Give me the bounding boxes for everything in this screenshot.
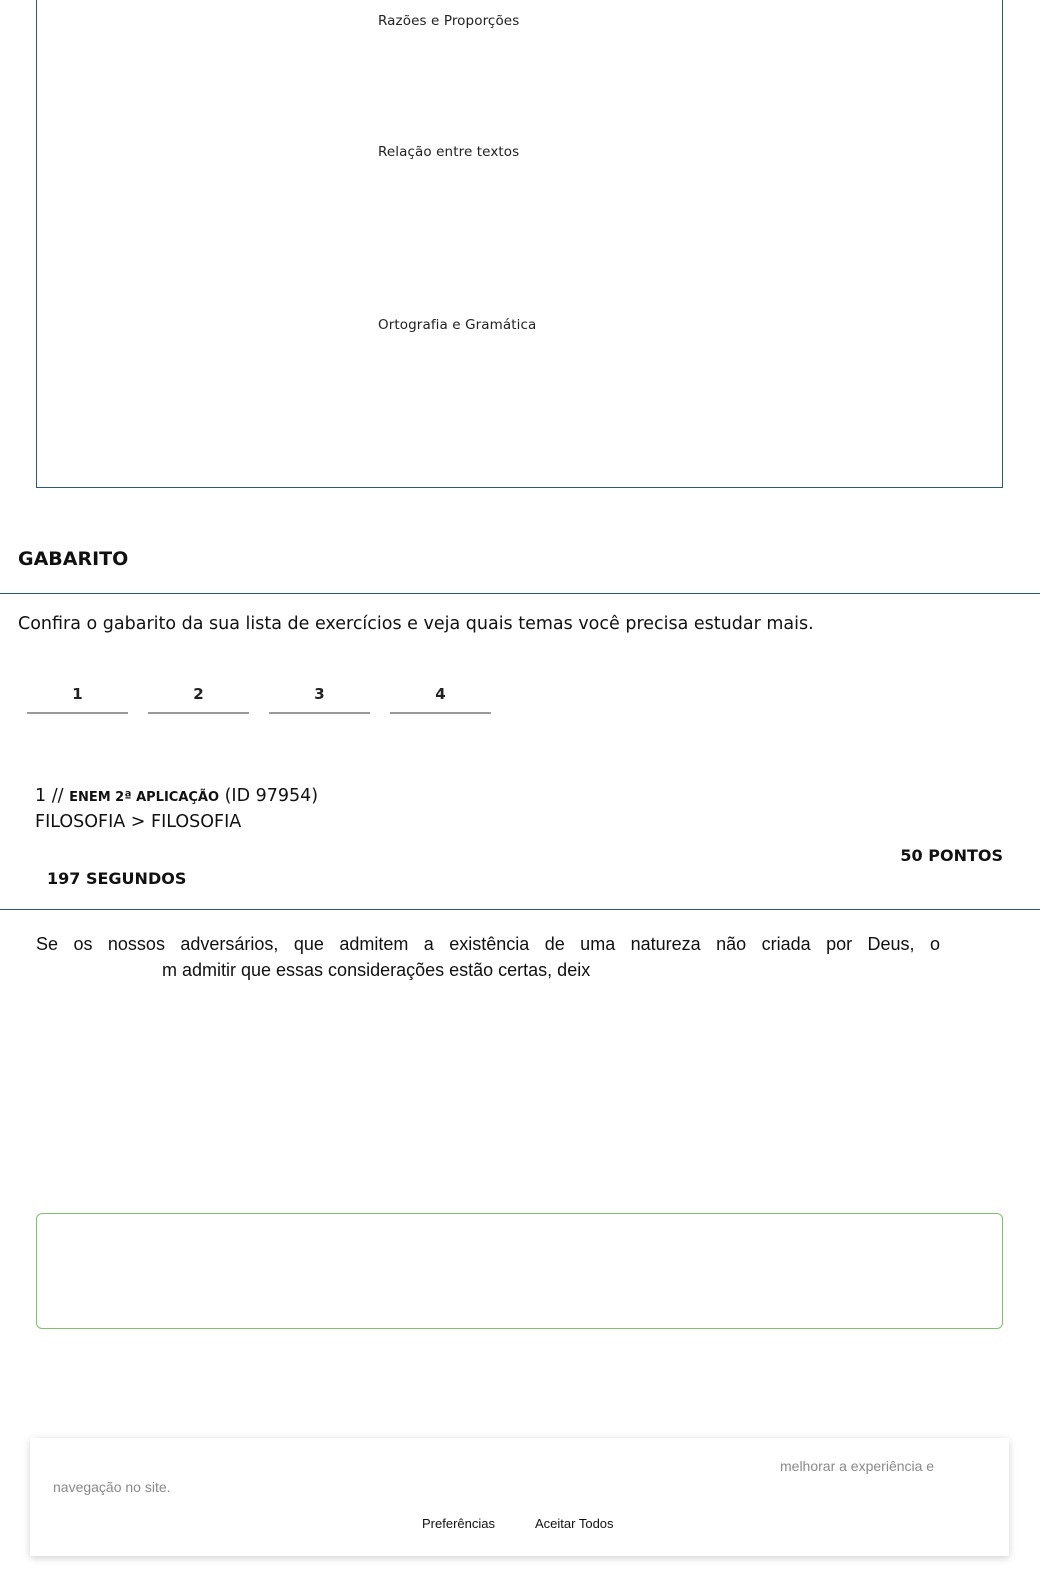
- tab-question-4[interactable]: 4: [390, 682, 491, 714]
- tab-question-3[interactable]: 3: [269, 682, 370, 714]
- gabarito-title: GABARITO: [18, 548, 129, 570]
- preferences-button[interactable]: Preferências: [422, 1516, 495, 1531]
- answer-box: [36, 1213, 1003, 1329]
- topic-label: Razões e Proporções: [378, 13, 520, 29]
- question-seconds: 197 SEGUNDOS: [47, 869, 187, 888]
- question-header: [35, 784, 318, 834]
- divider: [0, 909, 1040, 910]
- cookie-text: navegação no site.: [53, 1479, 171, 1495]
- tab-question-1[interactable]: 1: [27, 682, 128, 714]
- cookie-banner: [30, 1438, 1009, 1556]
- topic-label: Ortografia e Gramática: [378, 317, 537, 333]
- topics-panel: [36, 0, 1003, 488]
- question-source: ENEM 2ª APLICAÇÃO: [69, 790, 220, 805]
- question-points: 50 PONTOS: [900, 846, 1003, 865]
- question-text: [36, 931, 940, 983]
- accept-all-button[interactable]: Aceitar Todos: [535, 1516, 614, 1531]
- topic-label: Relação entre textos: [378, 144, 520, 160]
- gabarito-intro: Confira o gabarito da sua lista de exercícios e veja quais temas você precisa estudar mais.: [18, 614, 814, 634]
- question-subject: FILOSOFIA > FILOSOFIA: [35, 812, 242, 832]
- cookie-text: melhorar a experiência e: [780, 1458, 935, 1474]
- question-number: 1 //: [35, 786, 70, 806]
- question-text-line: Se os nossos adversários, que admitem a existência de uma natureza não criada por Deus, o: [36, 934, 940, 954]
- tab-question-2[interactable]: 2: [148, 682, 249, 714]
- question-source-line: [35, 784, 318, 810]
- question-id: (ID 97954): [219, 786, 319, 806]
- question-tabs: [27, 682, 491, 714]
- divider: [0, 593, 1040, 594]
- question-text-line: m admitir que essas considerações estão certas, deix: [162, 960, 591, 980]
